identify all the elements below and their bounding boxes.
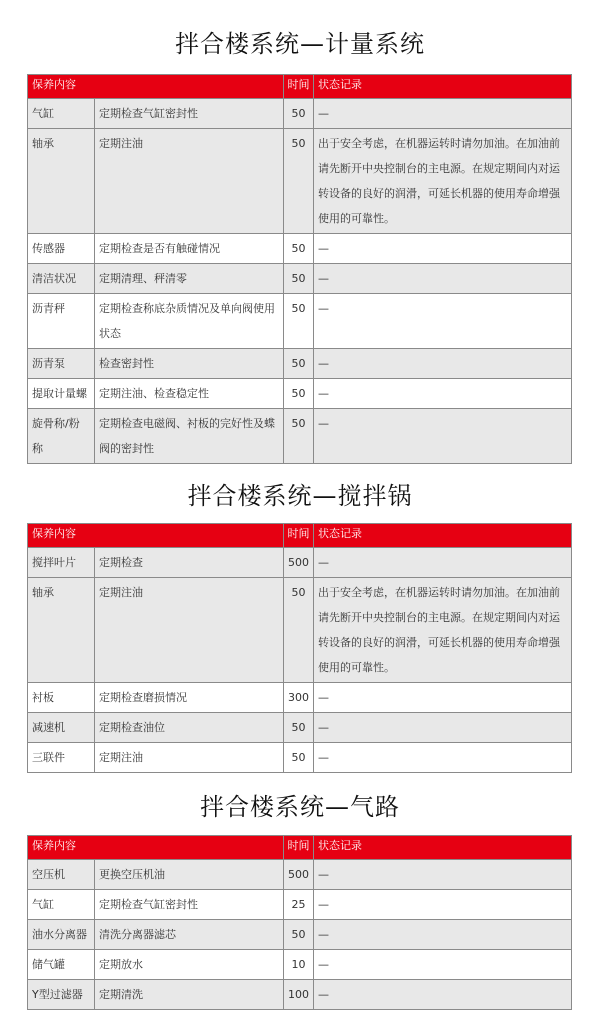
row-content: 清洗分离器滤芯 xyxy=(95,920,284,950)
section-title-air-circuit: 拌合楼系统—气路 xyxy=(200,793,400,821)
table-row xyxy=(28,294,572,349)
table-row xyxy=(28,548,572,578)
row-item: 旋骨称/粉称 xyxy=(28,409,95,464)
row-content: 定期检查是否有触碰情况 xyxy=(95,234,284,264)
table-row xyxy=(28,409,572,464)
row-item: 轴承 xyxy=(28,129,95,234)
row-item: 轴承 xyxy=(28,578,95,683)
table-header xyxy=(28,75,572,99)
table-row xyxy=(28,890,572,920)
row-time: 50 xyxy=(284,379,314,409)
row-content: 定期注油 xyxy=(95,129,284,234)
row-content: 定期检查电磁阀、衬板的完好性及蝶阀的密封性 xyxy=(95,409,284,464)
header-status: 状态记录 xyxy=(314,524,572,548)
row-time: 50 xyxy=(284,578,314,683)
table-row xyxy=(28,743,572,773)
row-status: — xyxy=(314,264,572,294)
header-status: 状态记录 xyxy=(314,836,572,860)
row-time: 50 xyxy=(284,920,314,950)
row-time: 300 xyxy=(284,683,314,713)
row-content: 定期放水 xyxy=(95,950,284,980)
table-row xyxy=(28,683,572,713)
row-item: 油水分离器 xyxy=(28,920,95,950)
row-content: 更换空压机油 xyxy=(95,860,284,890)
row-status: — xyxy=(314,950,572,980)
row-item: 衬板 xyxy=(28,683,95,713)
row-item: 气缸 xyxy=(28,890,95,920)
row-status: — xyxy=(314,409,572,464)
header-item: 保养内容 xyxy=(28,524,284,548)
row-status: — xyxy=(314,860,572,890)
row-time: 50 xyxy=(284,129,314,234)
row-item: 三联件 xyxy=(28,743,95,773)
row-content: 检查密封性 xyxy=(95,349,284,379)
table-row xyxy=(28,860,572,890)
row-time: 500 xyxy=(284,860,314,890)
row-content: 定期清理、秤清零 xyxy=(95,264,284,294)
table-row xyxy=(28,578,572,683)
table-row xyxy=(28,349,572,379)
section-title-metering: 拌合楼系统—计量系统 xyxy=(175,30,425,58)
row-item: 储气罐 xyxy=(28,950,95,980)
row-status: — xyxy=(314,379,572,409)
row-status: — xyxy=(314,349,572,379)
row-status: — xyxy=(314,548,572,578)
row-time: 50 xyxy=(284,713,314,743)
maintenance-table-air-circuit xyxy=(27,835,572,1010)
table-row xyxy=(28,713,572,743)
row-content: 定期检查 xyxy=(95,548,284,578)
table-header xyxy=(28,836,572,860)
table-row xyxy=(28,379,572,409)
row-status: — xyxy=(314,99,572,129)
table-row xyxy=(28,99,572,129)
table-row xyxy=(28,264,572,294)
header-time: 时间 xyxy=(284,836,314,860)
row-item: 气缸 xyxy=(28,99,95,129)
header-time: 时间 xyxy=(284,75,314,99)
header-item: 保养内容 xyxy=(28,836,284,860)
table-header xyxy=(28,524,572,548)
row-item: 提取计量螺 xyxy=(28,379,95,409)
row-item: 搅拌叶片 xyxy=(28,548,95,578)
row-content: 定期注油 xyxy=(95,743,284,773)
row-status: 出于安全考虑，在机器运转时请勿加油。在加油前请先断开中央控制台的主电源。在规定期间内对运转设备的良好的润滑，可延长机器的使用寿命增强使用的可靠性。 xyxy=(314,578,572,683)
row-status: — xyxy=(314,890,572,920)
row-time: 50 xyxy=(284,294,314,349)
row-status: — xyxy=(314,294,572,349)
row-status: — xyxy=(314,743,572,773)
row-item: 清洁状况 xyxy=(28,264,95,294)
row-item: 减速机 xyxy=(28,713,95,743)
row-time: 100 xyxy=(284,980,314,1010)
row-time: 50 xyxy=(284,349,314,379)
row-content: 定期清洗 xyxy=(95,980,284,1010)
row-item: 空压机 xyxy=(28,860,95,890)
row-status: — xyxy=(314,920,572,950)
row-item: 传感器 xyxy=(28,234,95,264)
row-content: 定期检查油位 xyxy=(95,713,284,743)
table-row xyxy=(28,950,572,980)
row-status: — xyxy=(314,683,572,713)
row-content: 定期检查气缸密封性 xyxy=(95,99,284,129)
row-content: 定期注油 xyxy=(95,578,284,683)
row-time: 50 xyxy=(284,743,314,773)
row-status: — xyxy=(314,234,572,264)
table-row xyxy=(28,980,572,1010)
table-row xyxy=(28,234,572,264)
header-time: 时间 xyxy=(284,524,314,548)
maintenance-table-metering xyxy=(27,74,572,464)
row-status: — xyxy=(314,713,572,743)
header-item: 保养内容 xyxy=(28,75,284,99)
row-time: 50 xyxy=(284,99,314,129)
row-content: 定期检查磨损情况 xyxy=(95,683,284,713)
row-time: 25 xyxy=(284,890,314,920)
row-time: 10 xyxy=(284,950,314,980)
row-status: 出于安全考虑，在机器运转时请勿加油。在加油前请先断开中央控制台的主电源。在规定期间内对运转设备的良好的润滑，可延长机器的使用寿命增强使用的可靠性。 xyxy=(314,129,572,234)
row-item: Y型过滤器 xyxy=(28,980,95,1010)
row-content: 定期检查称底杂质情况及单向阀使用状态 xyxy=(95,294,284,349)
header-status: 状态记录 xyxy=(314,75,572,99)
table-row xyxy=(28,920,572,950)
row-status: — xyxy=(314,980,572,1010)
section-title-mixer: 拌合楼系统—搅拌锅 xyxy=(187,482,413,510)
row-time: 50 xyxy=(284,264,314,294)
row-item: 沥青秤 xyxy=(28,294,95,349)
row-content: 定期注油、检查稳定性 xyxy=(95,379,284,409)
row-item: 沥青泵 xyxy=(28,349,95,379)
row-time: 50 xyxy=(284,234,314,264)
row-time: 500 xyxy=(284,548,314,578)
row-time: 50 xyxy=(284,409,314,464)
row-content: 定期检查气缸密封性 xyxy=(95,890,284,920)
table-row xyxy=(28,129,572,234)
maintenance-table-mixer xyxy=(27,523,572,773)
